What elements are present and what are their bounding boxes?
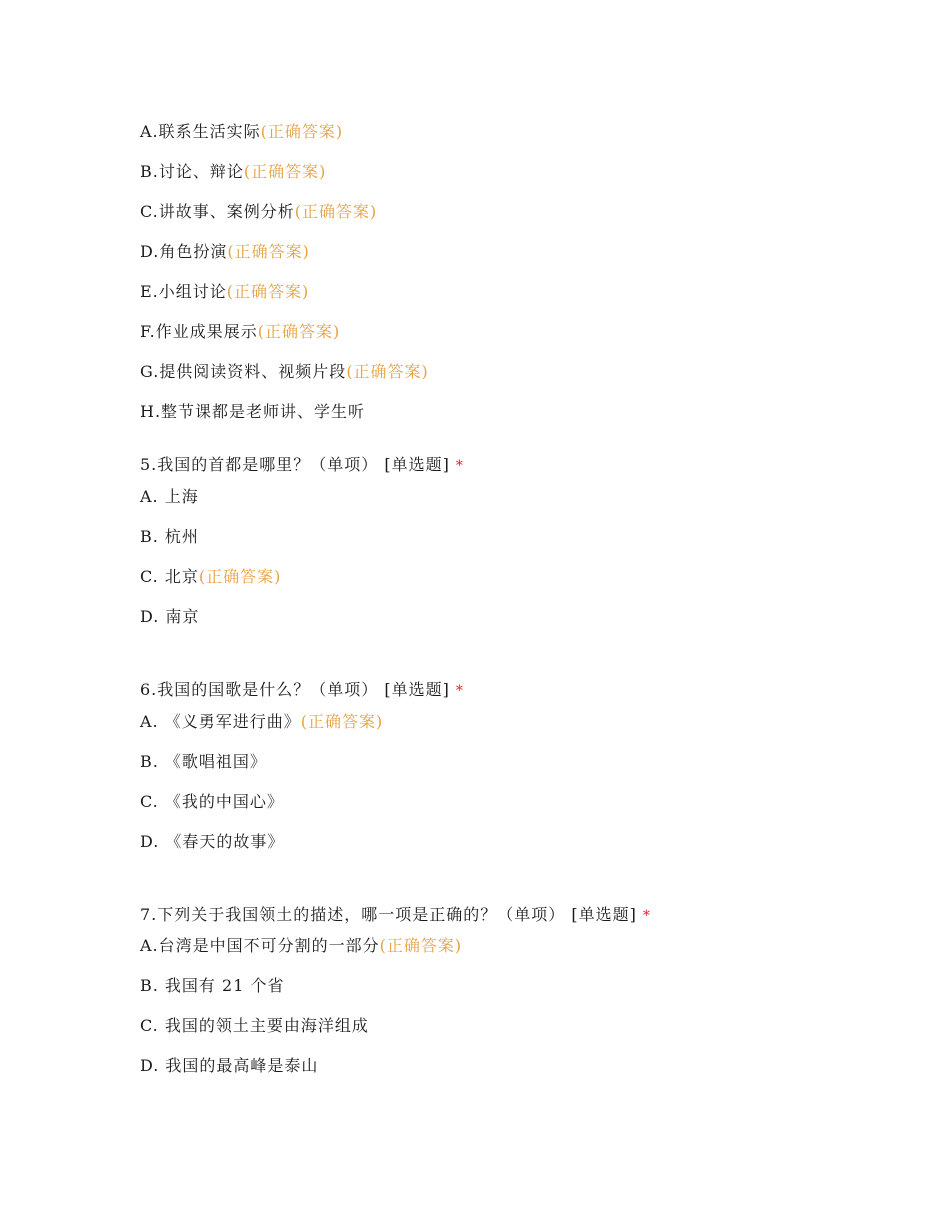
- option-text: B. 《歌唱祖国》: [140, 752, 267, 771]
- correct-answer-tag: (正确答案): [300, 712, 384, 731]
- option-text: D. 我国的最高峰是泰山: [140, 1056, 319, 1075]
- correct-answer-tag: (正确答案): [379, 936, 463, 955]
- q4-option-b: [140, 162, 326, 182]
- q4-option-e: [140, 282, 309, 302]
- q4-option-c: [140, 202, 377, 222]
- q4-option-d: [140, 242, 310, 262]
- question-title: 7.下列关于我国领土的描述，哪一项是正确的？（单项） [单选题]: [140, 905, 637, 924]
- q6-option-d: [140, 832, 284, 852]
- option-text: B.讨论、辩论: [140, 162, 244, 181]
- q7-option-a: [140, 936, 462, 956]
- q6-option-a: [140, 712, 383, 732]
- option-text: C.讲故事、案例分析: [140, 202, 295, 221]
- q4-option-h: [140, 402, 365, 422]
- option-text: A. 《义勇军进行曲》: [140, 712, 301, 731]
- option-text: D.角色扮演: [140, 242, 228, 261]
- correct-answer-tag: (正确答案): [294, 202, 378, 221]
- correct-answer-tag: (正确答案): [243, 162, 327, 181]
- option-text: C. 我国的领土主要由海洋组成: [140, 1016, 369, 1035]
- required-asterisk-icon: *: [455, 683, 464, 699]
- q6-option-b: [140, 752, 267, 772]
- q7-option-b: [140, 976, 284, 996]
- option-text: B. 杭州: [140, 527, 199, 546]
- option-text: D. 南京: [140, 607, 200, 626]
- q6-option-c: [140, 792, 284, 812]
- option-text: B. 我国有 21 个省: [140, 976, 285, 995]
- question-title: 5.我国的首都是哪里？（单项） [单选题]: [140, 455, 450, 474]
- q5-option-c: [140, 567, 281, 587]
- correct-answer-tag: (正确答案): [227, 242, 310, 261]
- q7-option-c: [140, 1016, 369, 1036]
- correct-answer-tag: (正确答案): [257, 322, 341, 341]
- option-text: E.小组讨论: [140, 282, 227, 301]
- document-page: [140, 0, 900, 1230]
- q5-option-d: [140, 607, 199, 627]
- q4-option-f: [140, 322, 340, 342]
- q4-option-a: [140, 122, 343, 142]
- correct-answer-tag: (正确答案): [260, 122, 344, 141]
- correct-answer-tag: (正确答案): [198, 567, 282, 586]
- required-asterisk-icon: *: [455, 458, 464, 474]
- correct-answer-tag: (正确答案): [226, 282, 310, 301]
- option-text: H.整节课都是老师讲、学生听: [140, 402, 366, 421]
- option-text: D. 《春天的故事》: [140, 832, 285, 851]
- option-text: A.联系生活实际: [140, 122, 261, 141]
- q6-title: [140, 680, 464, 701]
- option-text: F.作业成果展示: [140, 322, 258, 341]
- q7-title: [140, 905, 651, 926]
- option-text: A.台湾是中国不可分割的一部分: [140, 936, 380, 955]
- q5-option-a: [140, 487, 199, 507]
- option-text: C. 《我的中国心》: [140, 792, 284, 811]
- q5-option-b: [140, 527, 199, 547]
- question-title: 6.我国的国歌是什么？（单项） [单选题]: [140, 680, 450, 699]
- correct-answer-tag: (正确答案): [346, 362, 429, 381]
- q4-option-g: [140, 362, 429, 382]
- option-text: C. 北京: [140, 567, 199, 586]
- required-asterisk-icon: *: [642, 908, 651, 924]
- option-text: A. 上海: [140, 487, 199, 506]
- q5-title: [140, 455, 464, 476]
- option-text: G.提供阅读资料、视频片段: [140, 362, 347, 381]
- q7-option-d: [140, 1056, 318, 1076]
